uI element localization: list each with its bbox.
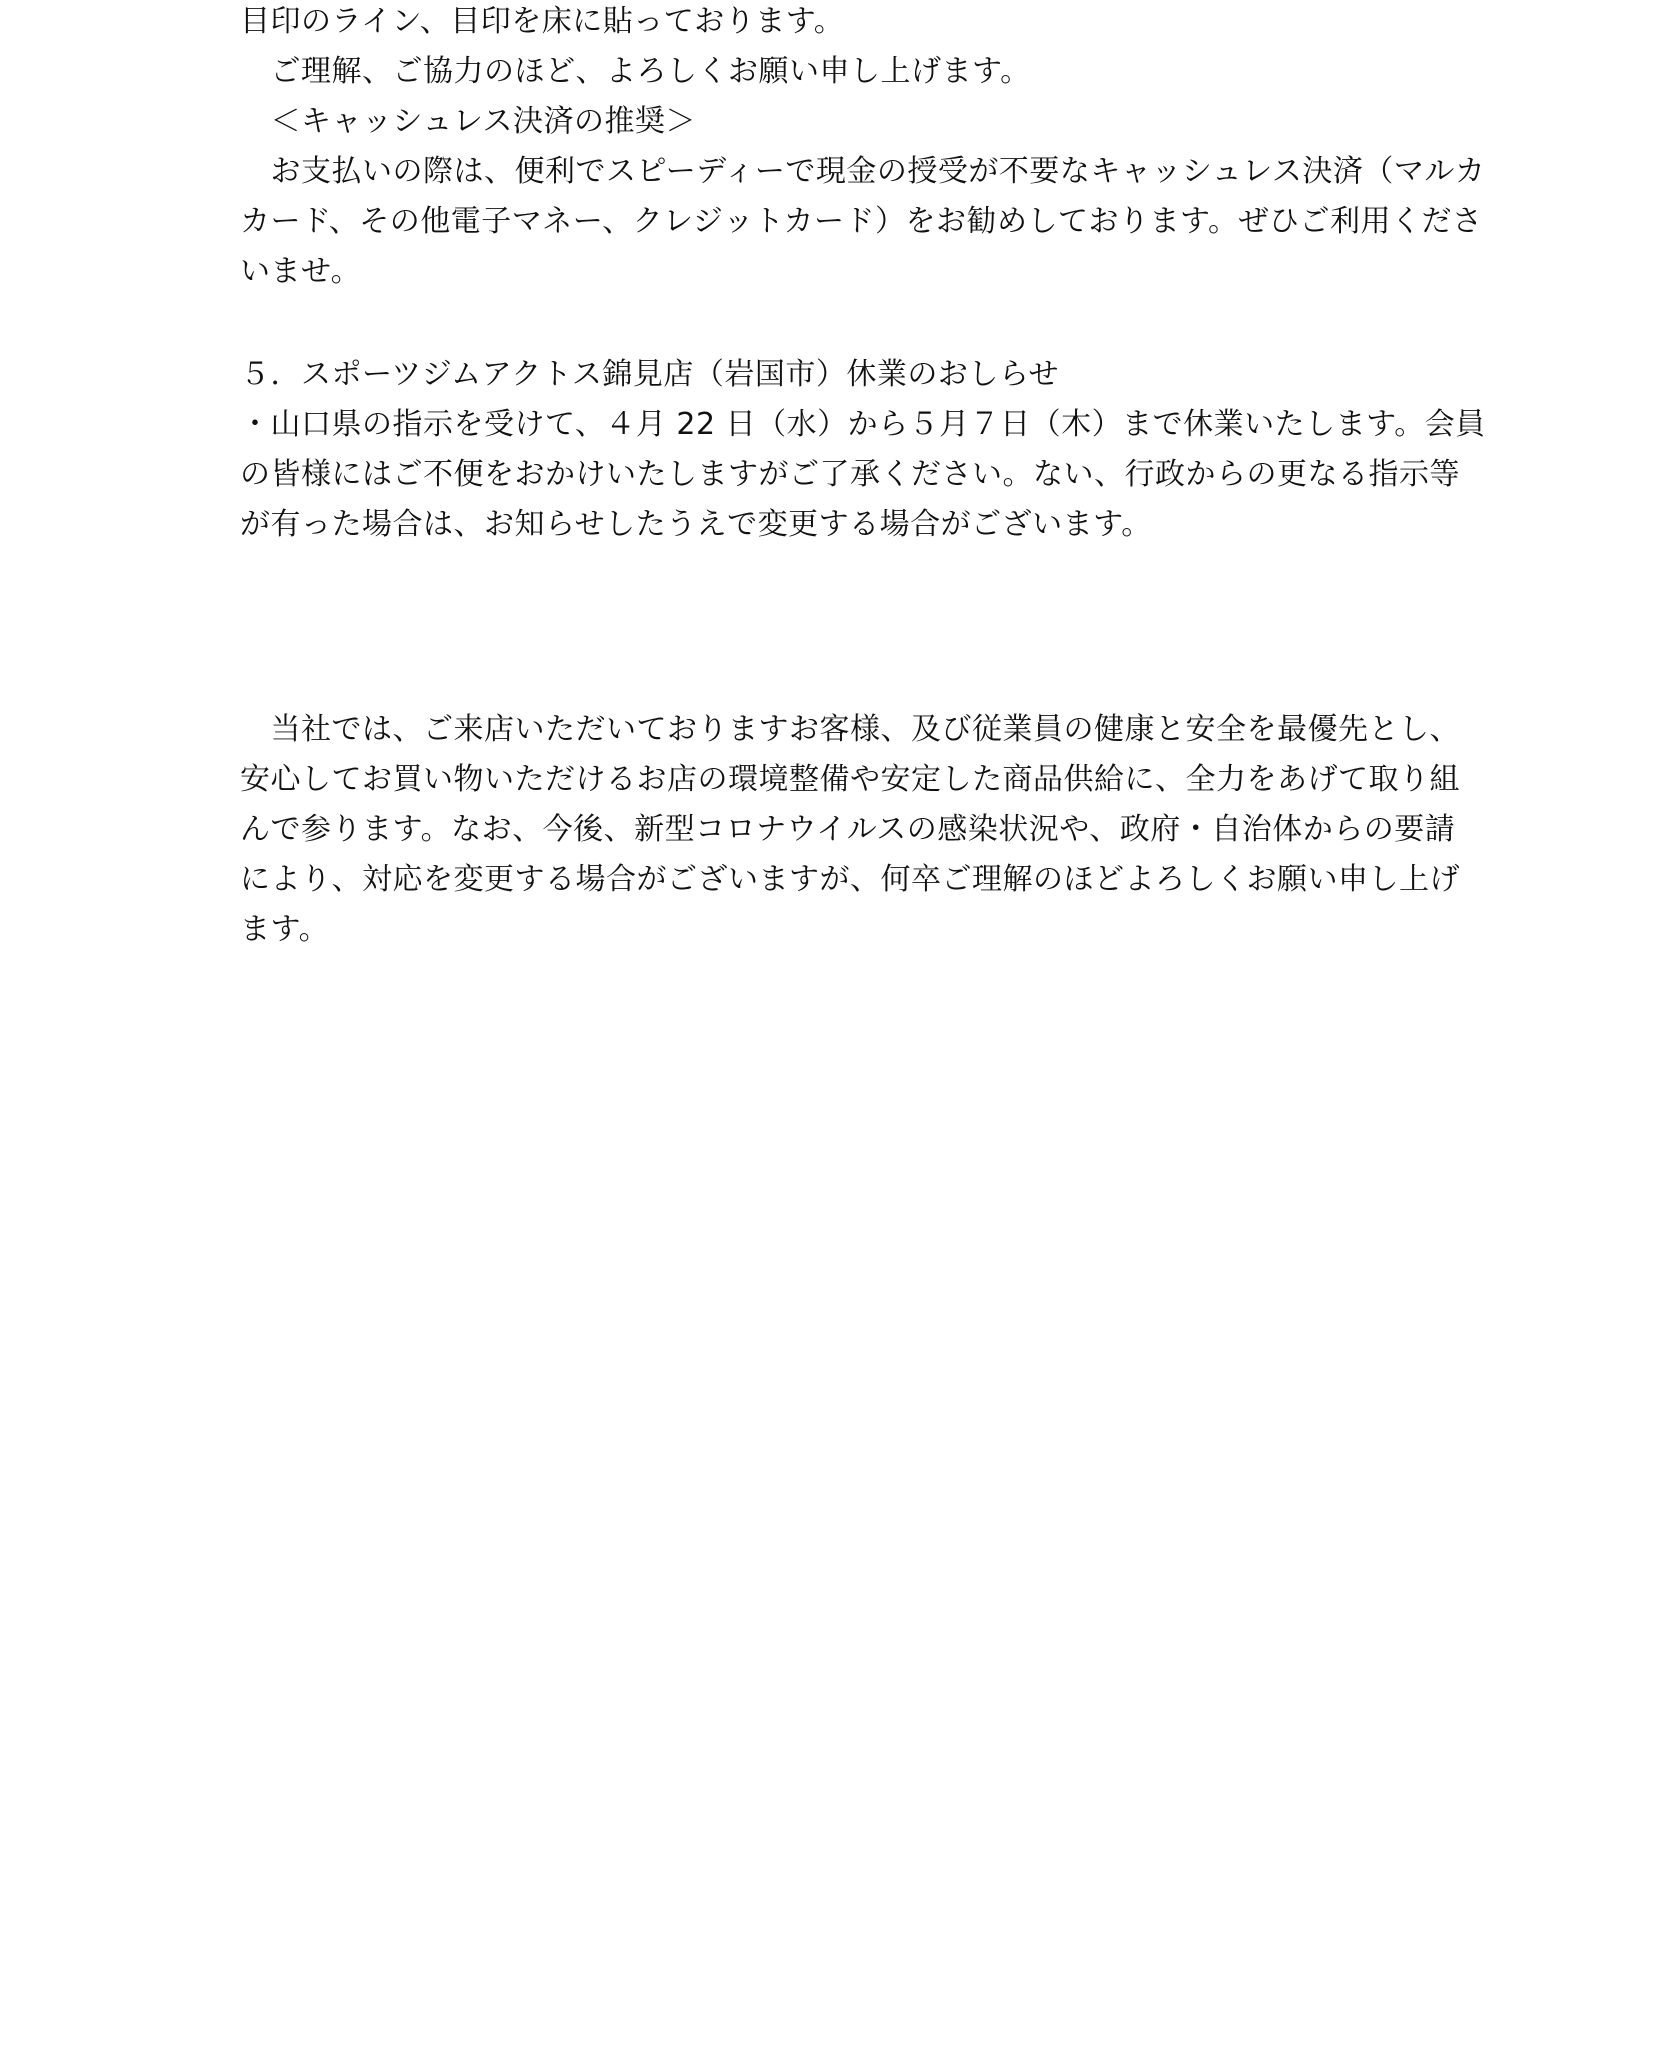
cashless-heading: ＜キャッシュレス決済の推奨＞ — [240, 104, 696, 139]
section-5-line-2: の皆様にはご不便をおかけいたしますがご了承ください。ない、行政からの更なる指示等 — [240, 457, 1460, 492]
section-5-line-1: ・山口県の指示を受けて、４月 22 日（水）から５月７日（木）まで休業いたします。会員 — [240, 407, 1486, 442]
cashless-line-1: お支払いの際は、便利でスピーディーで現金の授受が不要なキャッシュレス決済（マルカ — [240, 154, 1486, 189]
closing-line-4: により、対応を変更する場合がございますが、何卒ご理解のほどよろしくお願い申し上げ — [240, 862, 1460, 897]
closing-line-3: んで参ります。なお、今後、新型コロナウイルスの感染状況や、政府・自治体からの要請 — [240, 812, 1456, 847]
queue-line-1: 目印のライン、目印を床に貼っております。 — [240, 4, 845, 39]
queue-line-2: ご理解、ご協力のほど、よろしくお願い申し上げます。 — [240, 54, 1031, 89]
closing-line-5: ます。 — [240, 912, 330, 947]
closing-line-1: 当社では、ご来店いただいておりますお客様、及び従業員の健康と安全を最優先とし、 — [240, 712, 1460, 747]
section-5-line-3: が有った場合は、お知らせしたうえで変更する場合がございます。 — [240, 507, 1152, 542]
cashless-line-3: いませ。 — [240, 254, 362, 289]
cashless-line-2: カード、その他電子マネー、クレジットカード）をお勧めしております。ぜひご利用くださ — [240, 204, 1483, 239]
closing-line-2: 安心してお買い物いただけるお店の環境整備や安定した商品供給に、全力をあげて取り組 — [240, 762, 1460, 797]
section-5-heading: ５．スポーツジムアクトス錦見店（岩国市）休業のおしらせ — [240, 357, 1059, 392]
